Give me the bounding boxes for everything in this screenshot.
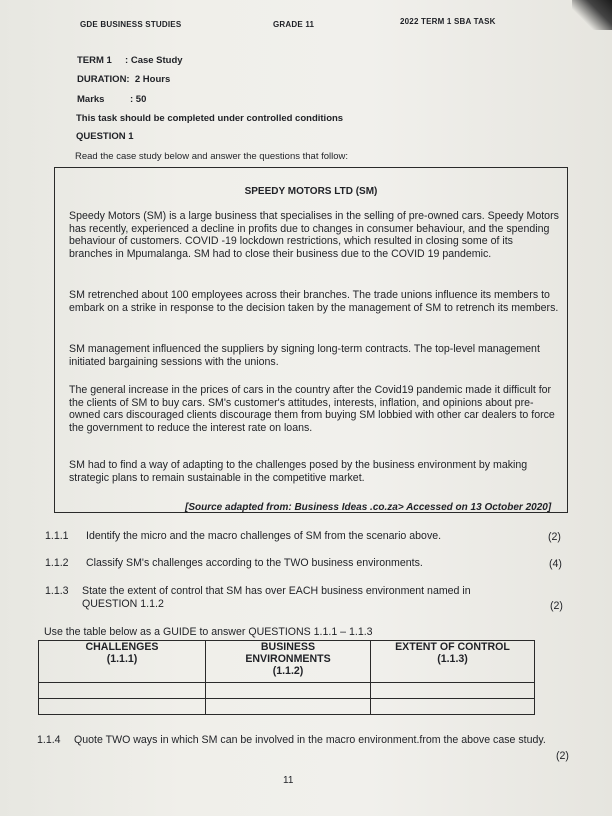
case-paragraph: The general increase in the prices of cars in the country after the Covid19 pandemic made it difficult for the clients of SM to buy cars. SM's customer's attitudes, interests, inflation, and opinions about pre-owned cars discouraged clients discourage them from buying SM lobbied with other car dealers to force the government to reduce the interest rate on loans.	[69, 384, 555, 434]
question-number: 1.1.3	[45, 585, 69, 597]
question-marks: (2)	[556, 750, 569, 762]
case-paragraph: SM retrenched about 100 employees across their branches. The trade unions influence its members to embark on a strike in response to the decision taken by the management of SM to retrench its members.	[69, 289, 559, 314]
duration-line: DURATION: 2 Hours	[77, 74, 171, 85]
source-citation: [Source adapted from: Business Ideas .co.za> Accessed on 13 October 2020]	[185, 502, 552, 513]
question-number: 1.1.4	[37, 734, 61, 746]
marks-value: : 50	[130, 94, 147, 105]
table-header-row	[39, 641, 535, 683]
case-paragraph: Speedy Motors (SM) is a large business that specialises in the selling of pre-owned cars. Speedy Motors has recently, experienced a decline in profits due to changes in consumer behaviour, and the spending behaviour of customers. COVID -19 lockdown restrictions, which resulted in closing some of its branches in Mpumalanga. SM had to close their business due to the COVID 19 pandemic.	[69, 210, 559, 260]
case-study-box	[54, 167, 568, 513]
header-cell-challenges: CHALLENGES (1.1.1)	[39, 641, 206, 683]
answer-guide-table	[38, 640, 535, 715]
condition-line: This task should be completed under controlled conditions	[76, 113, 344, 124]
page-corner-shadow	[572, 0, 612, 30]
header-cell-control: EXTENT OF CONTROL (1.1.3)	[371, 641, 535, 683]
header-cell-environments: BUSINESS ENVIRONMENTS (1.1.2)	[206, 641, 371, 683]
case-study-title: SPEEDY MOTORS LTD (SM)	[244, 186, 378, 197]
question-text: Classify SM's challenges according to the TWO business environments.	[86, 557, 423, 569]
header-task: 2022 TERM 1 SBA TASK	[400, 17, 496, 26]
instruction-line: Read the case study below and answer the questions that follow:	[75, 151, 349, 162]
question-number: 1.1.2	[45, 557, 69, 569]
question-marks: (2)	[550, 600, 563, 612]
table-row	[39, 699, 535, 715]
question-text: State the extent of control that SM has over EACH business environment named in QUESTION 1.1.2	[82, 585, 471, 610]
header-grade: GRADE 11	[273, 20, 315, 29]
question-heading: QUESTION 1	[76, 131, 134, 142]
marks-label: Marks	[77, 94, 105, 105]
case-paragraph: SM management influenced the suppliers by signing long-term contracts. The top-level management initiated bargaining sessions with the unions.	[69, 343, 540, 368]
table-caption: Use the table below as a GUIDE to answer QUESTIONS 1.1.1 – 1.1.3	[44, 626, 373, 638]
header-subject: GDE BUSINESS STUDIES	[80, 20, 182, 29]
page-number: 11	[283, 775, 294, 786]
question-text: Quote TWO ways in which SM can be involved in the macro environment.from the above case study.	[74, 734, 546, 746]
question-marks: (2)	[548, 531, 561, 543]
question-text: Identify the micro and the macro challenges of SM from the scenario above.	[86, 530, 442, 542]
table-row	[39, 683, 535, 699]
case-paragraph: SM had to find a way of adapting to the challenges posed by the business environment by making strategic plans to remain sustainable in the competitive market.	[69, 459, 528, 484]
question-number: 1.1.1	[45, 530, 69, 542]
question-marks: (4)	[549, 558, 562, 570]
term-line: TERM 1 : Case Study	[77, 55, 183, 66]
